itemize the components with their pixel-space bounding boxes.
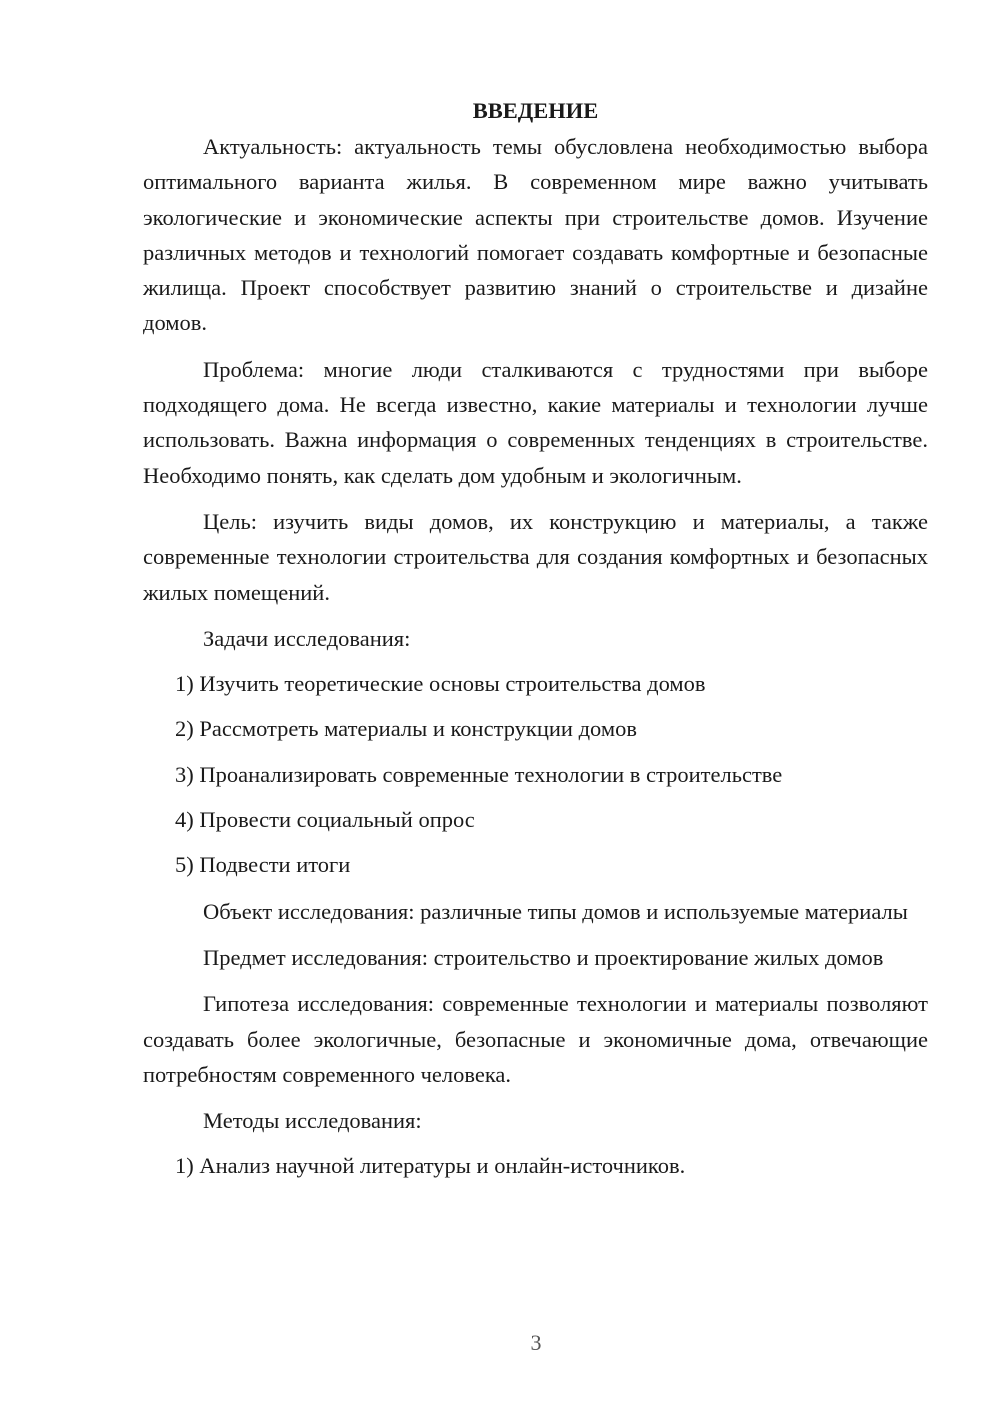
list-item: 2) Рассмотреть материалы и конструкции домов [175, 716, 637, 742]
subject-paragraph: Предмет исследования: строительство и проектирование жилых домов [203, 944, 884, 970]
methods-list [143, 1148, 928, 1183]
actuality-paragraph: Актуальность: актуальность темы обусловлена необходимостью выбора оптимального варианта жилья. В современном мире важно учитывать экологические и экономические аспекты при строительстве домов. Изучение различных методов и технологий помогает создавать комфортные и безопасные жилища. Проект способствует развитию знаний о строительстве и дизайне домов. [143, 134, 928, 336]
section-title: ВВЕДЕНИЕ [472, 98, 599, 123]
list-item: 1) Изучить теоретические основы строительства домов [175, 671, 706, 697]
methods-heading: Методы исследования: [203, 1108, 422, 1134]
list-item: 1) Анализ научной литературы и онлайн-источников. [175, 1153, 686, 1179]
tasks-heading: Задачи исследования: [203, 625, 411, 651]
page-number: 3 [530, 1330, 542, 1355]
list-item: 5) Подвести итоги [175, 852, 351, 878]
problem-paragraph: Проблема: многие люди сталкиваются с трудностями при выборе подходящего дома. Не всегда известно, какие материалы и технологии лучше использовать. Важна информация о современных тенденциях в строительстве. Необходимо понять, как сделать дом удобным и экологичным. [143, 356, 928, 488]
tasks-list [143, 666, 928, 882]
page-content [143, 92, 928, 1184]
hypothesis-paragraph: Гипотеза исследования: современные технологии и материалы позволяют создавать более экологичные, безопасные и экономичные дома, отвечающие потребностям современного человека. [143, 991, 928, 1087]
goal-paragraph: Цель: изучить виды домов, их конструкцию и материалы, а также современные технологии строительства для создания комфортных и безопасных жилых помещений. [143, 508, 928, 605]
list-item: 4) Провести социальный опрос [175, 807, 475, 833]
list-item: 3) Проанализировать современные технологии в строительстве [175, 761, 783, 787]
object-paragraph: Объект исследования: различные типы домов и используемые материалы [203, 898, 908, 924]
